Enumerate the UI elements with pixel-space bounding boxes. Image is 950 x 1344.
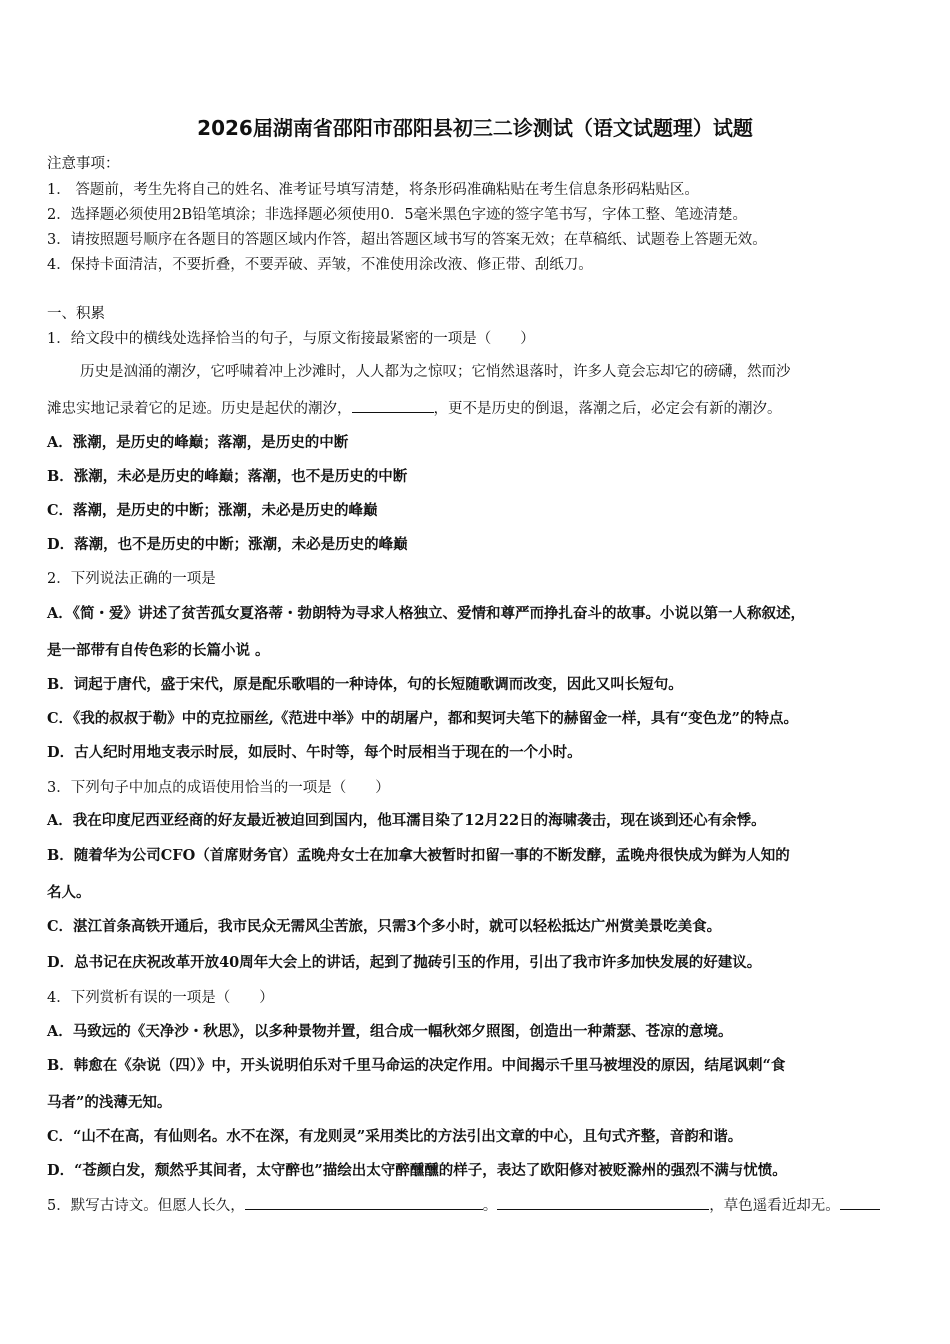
option-a-cont: 是一部带有自传色彩的长篇小说 。	[47, 642, 270, 659]
question-1-passage: 历史是汹涌的潮汐，它呼啸着冲上沙滩时，人人都为之惊叹；它悄然退落时，许多人竟会忘却它的磅礴，然而沙	[80, 364, 791, 380]
page-title: 2026届湖南省邵阳市邵阳县初三二诊测试（语文试题理）试题	[197, 116, 753, 140]
question-1-stem: 1．给文段中的横线处选择恰当的句子，与原文衔接最紧密的一项是（ ）	[47, 331, 535, 347]
question-4-stem: 4．下列赏析有误的一项是（ ）	[47, 990, 274, 1006]
option-c: C．落潮，是历史的中断；涨潮，未必是历史的峰巅	[47, 502, 378, 519]
answer-blank	[497, 1195, 709, 1210]
answer-blank	[245, 1195, 483, 1210]
option-a: A．马致远的《天净沙・秋思》，以多种景物并置，组合成一幅秋郊夕照图，创造出一种萧瑟、苍凉的意境。	[47, 1023, 733, 1040]
question-2-stem: 2．下列说法正确的一项是	[47, 571, 216, 587]
passage-text: ，更不是历史的倒退，落潮之后，必定会有新的潮汐。	[433, 401, 782, 417]
option-d: D．“苍颜白发，颓然乎其间者，太守醉也”描绘出太守醉醺醺的样子，表达了欧阳修对被贬滁州的强烈不满与忧愤。	[47, 1162, 787, 1179]
option-c: C．《我的叔叔于勒》中的克拉丽丝,《范进中举》中的胡屠户，都和契诃夫笔下的赫留金一样，具有“变色龙”的特点。	[47, 710, 799, 727]
question-text: 。	[482, 1198, 498, 1214]
option-c: C．“山不在高，有仙则名。水不在深，有龙则灵”采用类比的方法引出文章的中心，且句式齐整，音韵和谐。	[47, 1128, 743, 1145]
option-b: B．韩愈在《杂说（四）》中，开头说明伯乐对千里马命运的决定作用。中间揭示千里马被埋没的原因，结尾讽刺“食	[47, 1057, 786, 1074]
note-item: 4．保持卡面清洁，不要折叠，不要弄破、弄皱，不准使用涂改液、修正带、刮纸刀。	[47, 257, 593, 273]
option-b: B．词起于唐代，盛于宋代，原是配乐歌唱的一种诗体，句的长短随歌调而改变，因此又叫长短句。	[47, 676, 683, 693]
option-a: A．我在印度尼西亚经商的好友最近被迫回到国内，他耳濡目染了12月22日的海啸袭击，现在谈到还心有余悸。	[47, 812, 766, 829]
question-5-stem	[47, 1194, 880, 1215]
option-b: B．涨潮，未必是历史的峰巅；落潮，也不是历史的中断	[47, 468, 408, 485]
option-d: D．总书记在庆祝改革开放40周年大会上的讲话，起到了抛砖引玉的作用，引出了我市许多加快发展的好建议。	[47, 954, 762, 971]
section-heading: 一、积累	[47, 306, 105, 322]
notes-heading: 注意事项：	[47, 156, 120, 172]
passage-text: 滩忠实地记录着它的足迹。历史是起伏的潮汐，	[47, 401, 352, 417]
option-d: D．古人纪时用地支表示时辰，如辰时、午时等，每个时辰相当于现在的一个小时。	[47, 744, 582, 761]
option-a: A．《简・爱》讲述了贫苦孤女夏洛蒂・勃朗特为寻求人格独立、爱情和尊严而挣扎奋斗的故事。小说以第一人称叙述，	[47, 605, 805, 622]
option-b: B．随着华为公司CFO（首席财务官）孟晚舟女士在加拿大被暂时扣留一事的不断发酵，孟晚舟很快成为鲜为人知的	[47, 847, 790, 864]
question-1-passage-cont	[47, 397, 782, 418]
question-text: ，草色遥看近却无。	[709, 1198, 840, 1214]
question-3-stem: 3．下列句子中加点的成语使用恰当的一项是（ ）	[47, 780, 390, 796]
note-item: 2．选择题必须使用2B铅笔填涂；非选择题必须使用0．5毫米黑色字迹的签字笔书写，字体工整、笔迹清楚。	[47, 207, 748, 223]
option-d: D．落潮，也不是历史的中断；涨潮，未必是历史的峰巅	[47, 536, 408, 553]
question-text: 5．默写古诗文。但愿人长久，	[47, 1198, 245, 1214]
note-item: 1． 答题前，考生先将自己的姓名、准考证号填写清楚，将条形码准确粘贴在考生信息条形码粘贴区。	[47, 182, 699, 198]
answer-blank	[840, 1195, 880, 1210]
answer-blank	[352, 398, 434, 413]
option-b-cont: 名人。	[47, 884, 91, 901]
option-b-cont: 马者”的浅薄无知。	[47, 1094, 172, 1111]
option-a: A．涨潮，是历史的峰巅；落潮，是历史的中断	[47, 434, 349, 451]
option-c: C．湛江首条高铁开通后，我市民众无需风尘苦旅，只需3个多小时，就可以轻松抵达广州赏美景吃美食。	[47, 918, 722, 935]
note-item: 3．请按照题号顺序在各题目的答题区域内作答，超出答题区域书写的答案无效；在草稿纸、试题卷上答题无效。	[47, 232, 767, 248]
